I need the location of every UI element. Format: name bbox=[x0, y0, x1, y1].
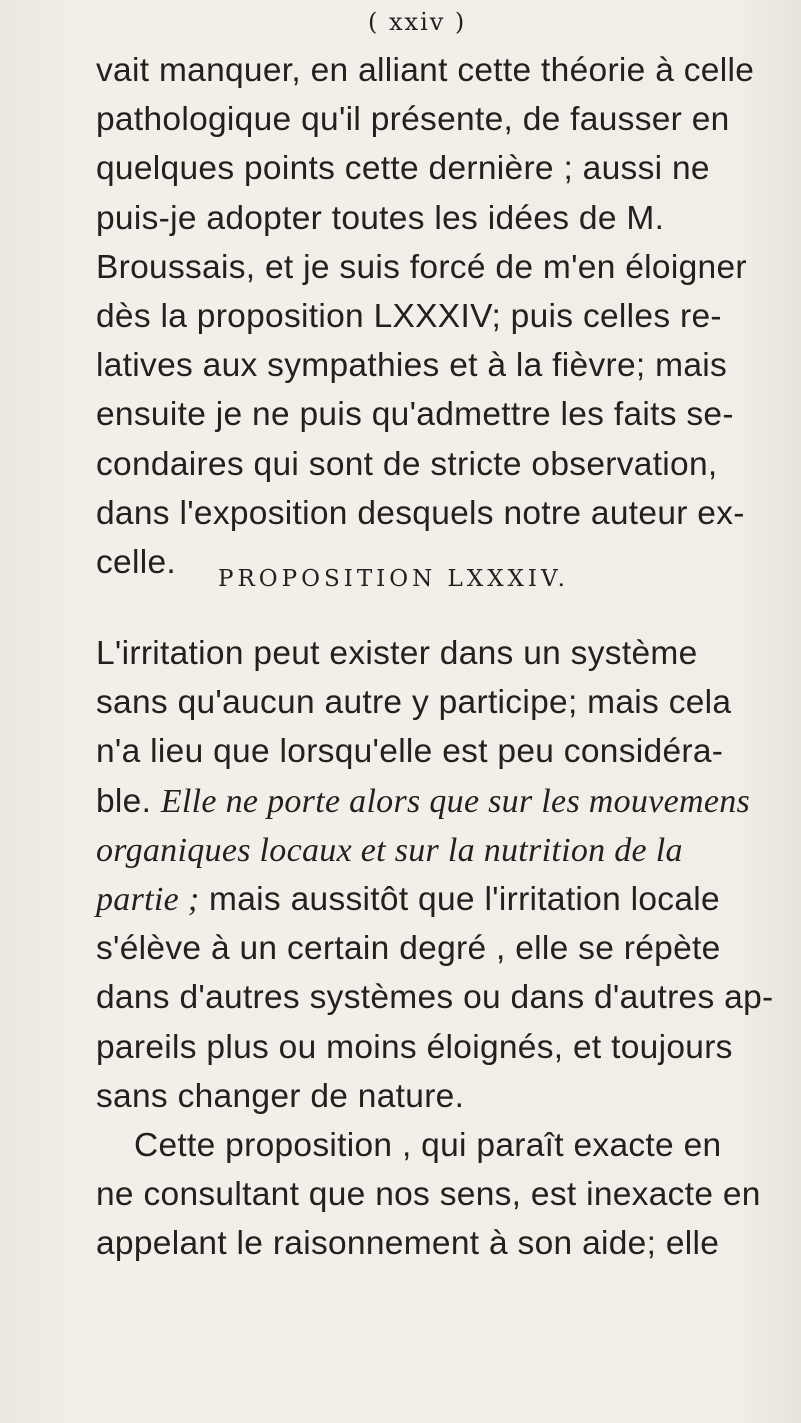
text-line bbox=[96, 826, 786, 875]
text-line: condaires qui sont de stricte observation, bbox=[96, 445, 718, 483]
text-line: quelques points cette dernière ; aussi ne bbox=[96, 150, 710, 188]
text-line: sans changer de nature. bbox=[96, 1077, 465, 1115]
text-line: n'a lieu que lorsqu'elle est peu considéra- bbox=[96, 733, 724, 771]
text-line: L'irritation peut exister dans un système bbox=[96, 635, 698, 672]
text-italic: Elle ne porte alors que sur les mouvemens bbox=[160, 782, 751, 820]
text-line: s'élève à un certain degré , elle se répète bbox=[96, 930, 721, 968]
text-line: dans l'exposition desquels notre auteur ex- bbox=[96, 494, 745, 532]
text-normal: ble. bbox=[96, 782, 161, 820]
text-line bbox=[96, 777, 786, 826]
paragraph-1 bbox=[96, 46, 786, 587]
text-italic: partie ; bbox=[96, 880, 200, 918]
text-line: dans d'autres systèmes ou dans d'autres ap- bbox=[96, 979, 774, 1017]
text-line: appelant le raisonnement à son aide; elle bbox=[96, 1225, 720, 1263]
text-line: Cette proposition , qui paraît exacte en bbox=[134, 1126, 722, 1164]
text-line: vait manquer, en alliant cette théorie à celle bbox=[96, 52, 755, 89]
text-italic: organiques locaux et sur la nutrition de la bbox=[96, 831, 683, 869]
text-line: sans qu'aucun autre y participe; mais cela bbox=[96, 684, 732, 722]
text-normal: mais aussitôt que l'irritation locale bbox=[199, 880, 720, 918]
text-line bbox=[96, 875, 786, 924]
text-line: ne consultant que nos sens, est inexacte en bbox=[96, 1176, 761, 1214]
text-line: ensuite je ne puis qu'admettre les faits se- bbox=[96, 396, 734, 434]
text-line: pathologique qu'il présente, de fausser en bbox=[96, 101, 730, 139]
proposition-heading: PROPOSITION LXXXIV. bbox=[218, 566, 569, 592]
text-line: pareils plus ou moins éloignés, et toujours bbox=[96, 1028, 733, 1066]
page-number: ( xxiv ) bbox=[368, 8, 467, 36]
paragraph-2 bbox=[96, 629, 786, 1268]
text-line: celle. bbox=[96, 543, 177, 581]
text-line: Broussais, et je suis forcé de m'en éloigner bbox=[96, 248, 747, 286]
text-line: dès la proposition LXXXIV; puis celles re- bbox=[96, 297, 722, 335]
text-line: puis-je adopter toutes les idées de M. bbox=[96, 199, 665, 237]
text-line: latives aux sympathies et à la fièvre; mais bbox=[96, 347, 728, 385]
